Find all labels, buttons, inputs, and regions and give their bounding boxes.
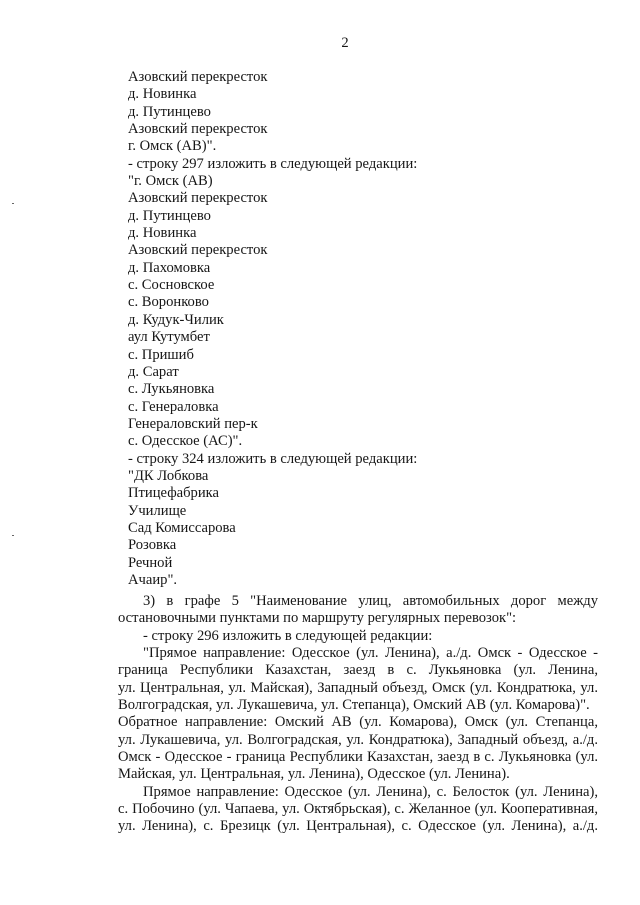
direct-route-line: Волгоградская, ул. Лукашевича, ул. Степанца), Омский АВ (ул. Комарова)". — [118, 697, 590, 714]
text-line: Речной — [128, 554, 173, 571]
direct-route-line: ул. Центральная, ул. Майская), Западный объезд, Омск (ул. Кондратюка, ул. — [118, 679, 598, 696]
text-line: Ачаир". — [128, 571, 178, 588]
text-line: Птицефабрика — [128, 485, 220, 502]
text-line: с. Одесское (АС)". — [128, 433, 243, 450]
text-line: Сад Комиссарова — [128, 519, 236, 536]
text-line: д. Путинцево — [128, 207, 211, 224]
text-line: - строку 324 изложить в следующей редакции: — [128, 450, 418, 467]
text-line: Генераловский пер-к — [128, 415, 258, 432]
text-line: с. Генераловка — [128, 398, 219, 415]
text-line: "ДК Лобкова — [128, 467, 209, 484]
text-line: с. Лукьяновка — [128, 381, 215, 398]
text-line: - строку 297 изложить в следующей редакции: — [128, 155, 418, 172]
scan-mark — [12, 535, 14, 536]
text-line: Училище — [128, 502, 187, 519]
page-number: 2 — [341, 35, 349, 51]
reverse-route-line: Омск - Одесское - граница Республики Казахстан, заезд в с. Лукьяновка (ул. — [118, 749, 598, 766]
row-instruction: - строку 296 изложить в следующей редакции: — [143, 627, 433, 644]
direct-route-line: граница Республики Казахстан, заезд в с. Лукьяновка (ул. Ленина, — [118, 662, 598, 679]
reverse-route-line: ул. Лукашевича, ул. Волгоградская, ул. Кондратюка), Западный объезд, а./д. — [118, 731, 598, 748]
direct-route-line-2: Прямое направление: Одесское (ул. Ленина), с. Белосток (ул. Ленина), — [143, 783, 598, 800]
text-line: д. Путинцево — [128, 103, 211, 120]
direct-route-line-2: с. Побочино (ул. Чапаева, ул. Октябрьская), с. Желанное (ул. Кооперативная, — [118, 801, 598, 818]
text-line: Азовский перекресток — [128, 242, 268, 259]
text-line: д. Кудук-Чилик — [128, 311, 224, 328]
text-line: Азовский перекресток — [128, 69, 268, 85]
section-heading: 3) в графе 5 "Наименование улиц, автомобильных дорог между — [143, 593, 598, 609]
text-line: г. Омск (АВ)". — [128, 138, 217, 155]
text-line: Азовский перекресток — [128, 190, 268, 207]
direct-route-line-2: ул. Ленина), с. Брезицк (ул. Центральная), с. Одесское (ул. Ленина), а./д. — [118, 818, 598, 835]
reverse-route-line: Обратное направление: Омский АВ (ул. Комарова), Омск (ул. Степанца, — [118, 714, 598, 731]
section-heading-cont: остановочными пунктами по маршруту регулярных перевозок": — [118, 610, 517, 627]
direct-route-line: "Прямое направление: Одесское (ул. Ленина), а./д. Омск - Одесское - — [143, 645, 598, 662]
section-3 — [118, 593, 598, 836]
text-line: Азовский перекресток — [128, 121, 268, 138]
text-line: Розовка — [128, 537, 177, 554]
text-line: д. Новинка — [128, 86, 197, 103]
text-line: д. Пахомовка — [128, 259, 211, 276]
text-line: с. Сосновское — [128, 277, 215, 294]
text-line: "г. Омск (АВ) — [128, 173, 213, 190]
scan-mark — [12, 203, 14, 204]
text-line: д. Сарат — [128, 363, 179, 380]
text-line: аул Кутумбет — [128, 329, 210, 346]
reverse-route-line: Майская, ул. Центральная, ул. Ленина), Одесское (ул. Ленина). — [118, 766, 510, 783]
line-list — [128, 69, 417, 589]
text-line: с. Воронково — [128, 294, 209, 311]
text-line: д. Новинка — [128, 225, 197, 242]
text-line: с. Пришиб — [128, 346, 194, 363]
